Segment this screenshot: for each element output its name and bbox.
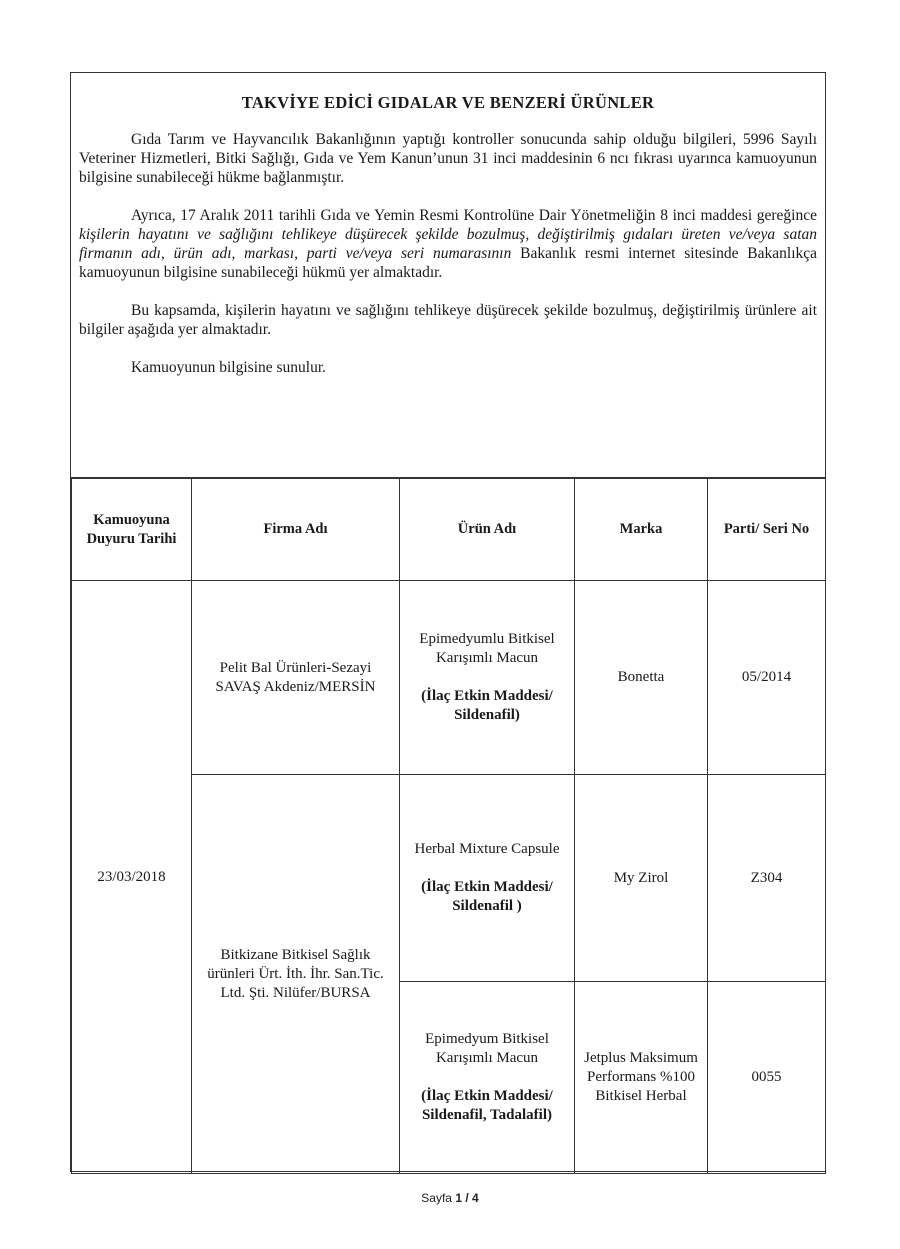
product-name: Herbal Mixture Capsule	[414, 841, 560, 857]
table-header-row	[72, 479, 826, 581]
product-cell	[400, 581, 575, 775]
product-active-ingredient: (İlaç Etkin Maddesi/ Sildenafil )	[421, 879, 553, 914]
paragraph-2-end: Bakanlık resmi internet sitesinde Bakanlıkça kamuoyunun bilgisine sunabileceği hükmü yer almaktadır.	[79, 245, 818, 281]
paragraph-3: Bu kapsamda, kişilerin hayatını ve sağlığını tehlikeye düşürecek şekilde bozulmuş, değiştirilmiş ürünlere ait bilgiler aşağıda yer almaktadır.	[79, 302, 817, 338]
page-separator: /	[465, 1191, 469, 1205]
firm-name: Pelit Bal Ürünleri-Sezayi SAVAŞ Akdeniz/MERSİN	[192, 581, 400, 775]
brand-cell: Jetplus Maksimum Performans %100 Bitkisel Herbal	[575, 982, 708, 1174]
document-title: TAKVİYE EDİCİ GIDALAR VE BENZERİ ÜRÜNLER	[241, 93, 655, 112]
document-frame	[70, 72, 826, 1172]
page-footer	[0, 1191, 900, 1205]
product-active-ingredient: (İlaç Etkin Maddesi/ Sildenafil, Tadalafil)	[421, 1088, 553, 1123]
lot-cell: 0055	[708, 982, 826, 1174]
page-current: 1	[455, 1191, 462, 1205]
product-cell	[400, 982, 575, 1174]
header-brand: Marka	[575, 479, 708, 581]
page-total: 4	[472, 1191, 479, 1205]
product-name: Epimedyumlu Bitkisel Karışımlı Macun	[419, 631, 555, 666]
firm-name: Bitkizane Bitkisel Sağlık ürünleri Ürt. İth. İhr. San.Tic. Ltd. Şti. Nilüfer/BURSA	[192, 775, 400, 1174]
brand-cell: Bonetta	[575, 581, 708, 775]
table-row	[72, 581, 826, 775]
page-label: Sayfa	[421, 1191, 452, 1205]
product-cell	[400, 775, 575, 982]
paragraph-4: Kamuoyunun bilgisine sunulur.	[131, 359, 327, 376]
product-name: Epimedyum Bitkisel Karışımlı Macun	[425, 1031, 549, 1066]
announcement-date: 23/03/2018	[72, 581, 192, 1174]
lot-cell: 05/2014	[708, 581, 826, 775]
lot-cell: Z304	[708, 775, 826, 982]
brand-cell: My Zirol	[575, 775, 708, 982]
header-lot: Parti/ Seri No	[708, 479, 826, 581]
header-product: Ürün Adı	[400, 479, 575, 581]
paragraph-1: Gıda Tarım ve Hayvancılık Bakanlığının yaptığı kontroller sonucunda sahip olduğu bilgileri, 5996 Sayılı Veteriner Hizmetleri, Bitki Sağlığı, Gıda ve Yem Kanun’unun 31 inci maddesinin 6 ncı fıkrası uyarınca kamuoyunun bilgisine sunabileceği hükme bağlanmıştır.	[79, 131, 817, 186]
paragraph-2-italic: kişilerin hayatını ve sağlığını tehlikeye düşürecek şekilde bozulmuş, değiştirilmiş gıdaları üreten ve/veya satan firmanın adı, ürün adı, markası, parti ve/veya seri numarasının	[79, 226, 817, 262]
header-date: Kamuoyuna Duyuru Tarihi	[72, 479, 192, 581]
header-firm: Firma Adı	[192, 479, 400, 581]
paragraph-2	[79, 206, 817, 282]
products-table	[71, 478, 826, 1174]
intro-section	[71, 73, 825, 478]
product-active-ingredient: (İlaç Etkin Maddesi/ Sildenafil)	[421, 688, 553, 723]
paragraph-2-start: Ayrıca, 17 Aralık 2011 tarihli Gıda ve Yemin Resmi Kontrolüne Dair Yönetmeliğin 8 inci maddesi gereğince	[131, 207, 817, 224]
